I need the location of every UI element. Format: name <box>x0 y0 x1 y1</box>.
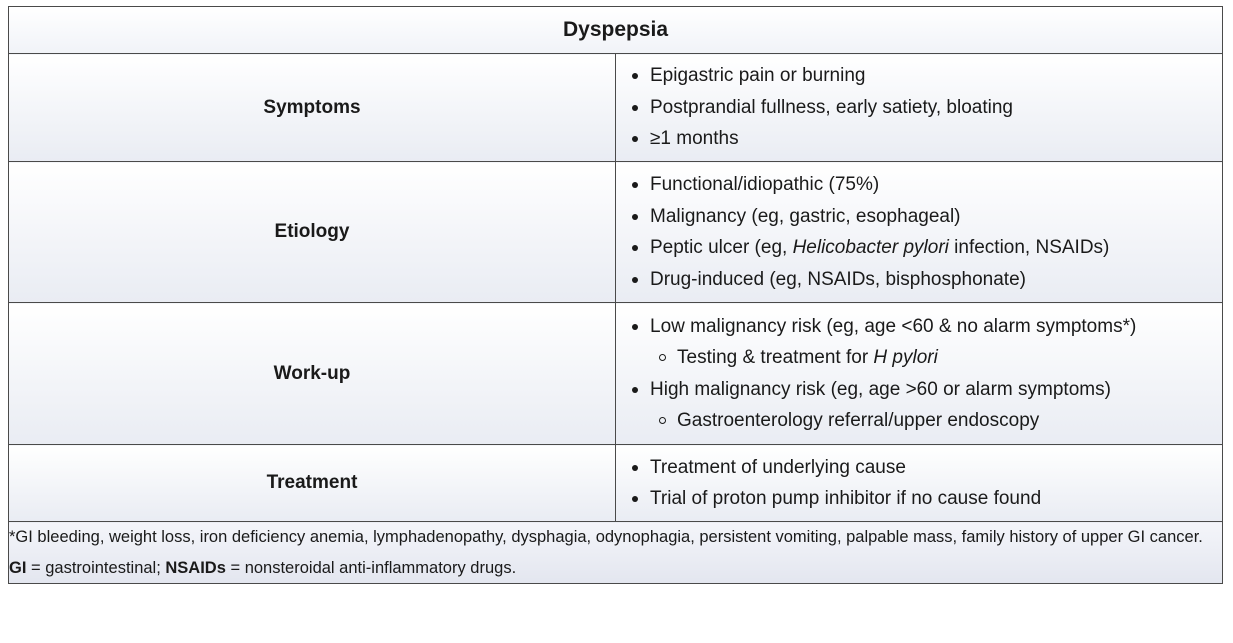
item-text: Functional/idiopathic (75%) <box>650 174 880 195</box>
item-text: Trial of proton pump inhibitor if no cause found <box>650 488 1042 509</box>
row-label-treatment: Treatment <box>9 445 616 522</box>
sub-list-item <box>632 405 1222 437</box>
abbr-gi-definition: = gastrointestinal; <box>26 559 166 577</box>
item-text: Postprandial fullness, early satiety, bloating <box>650 96 1013 118</box>
list-item <box>632 232 1222 264</box>
row-content-etiology <box>616 162 1223 303</box>
item-text: Malignancy (eg, gastric, esophageal) <box>650 205 961 227</box>
treatment-list <box>616 446 1222 521</box>
table-row <box>9 162 1222 303</box>
table-body <box>9 7 1222 583</box>
item-text: Low malignancy risk (eg, age <60 & no alarm symptoms*) <box>650 315 1137 337</box>
item-text: ≥1 months <box>650 128 739 150</box>
item-text: Gastroenterology referral/upper endoscopy <box>677 410 1040 431</box>
abbr-gi: GI <box>9 559 27 577</box>
row-label-symptoms: Symptoms <box>9 54 616 162</box>
italic-text: Helicobacter pylori <box>792 237 949 258</box>
table-title: Dyspepsia <box>9 7 1222 54</box>
italic-text: H pylori <box>873 347 938 368</box>
workup-list <box>616 305 1222 443</box>
table-row <box>9 445 1222 522</box>
abbreviations-footnote <box>9 553 1222 583</box>
item-text: High malignancy risk (eg, age >60 or alarm symptoms) <box>650 378 1111 400</box>
item-text: Testing & treatment for <box>677 347 874 368</box>
list-item <box>632 483 1222 515</box>
etiology-list <box>616 163 1222 301</box>
item-text: Drug-induced (eg, NSAIDs, bisphosphonate) <box>650 268 1026 290</box>
list-item <box>632 374 1222 406</box>
list-item <box>632 201 1222 233</box>
list-item <box>632 123 1222 155</box>
table-footnote <box>9 522 1222 584</box>
abbr-nsaids-definition: = nonsteroidal anti-inflammatory drugs. <box>225 559 517 577</box>
alarm-symptoms-footnote: *GI bleeding, weight loss, iron deficiency anemia, lymphadenopathy, dysphagia, odynophagia, persistent vomiting, palpable mass, family history of upper GI cancer. <box>9 528 1203 546</box>
row-content-treatment <box>616 445 1223 522</box>
item-text: Treatment of underlying cause <box>650 456 906 478</box>
table-row <box>9 54 1222 162</box>
abbr-nsaids: NSAIDs <box>165 559 226 577</box>
list-item <box>632 311 1222 343</box>
list-item <box>632 169 1222 201</box>
item-text: Epigastric pain or burning <box>650 65 866 87</box>
list-item <box>632 92 1222 124</box>
row-content-symptoms <box>616 54 1223 162</box>
list-item <box>632 60 1222 92</box>
sub-list-item <box>632 342 1222 374</box>
symptoms-list <box>616 54 1222 161</box>
item-text: Peptic ulcer (eg, <box>650 237 793 258</box>
item-text: infection, NSAIDs) <box>948 237 1110 258</box>
list-item <box>632 264 1222 296</box>
table-row <box>9 303 1222 445</box>
list-item <box>632 452 1222 484</box>
row-content-workup <box>616 303 1223 445</box>
dyspepsia-table <box>8 6 1223 584</box>
row-label-etiology: Etiology <box>9 162 616 303</box>
row-label-workup: Work-up <box>9 303 616 445</box>
